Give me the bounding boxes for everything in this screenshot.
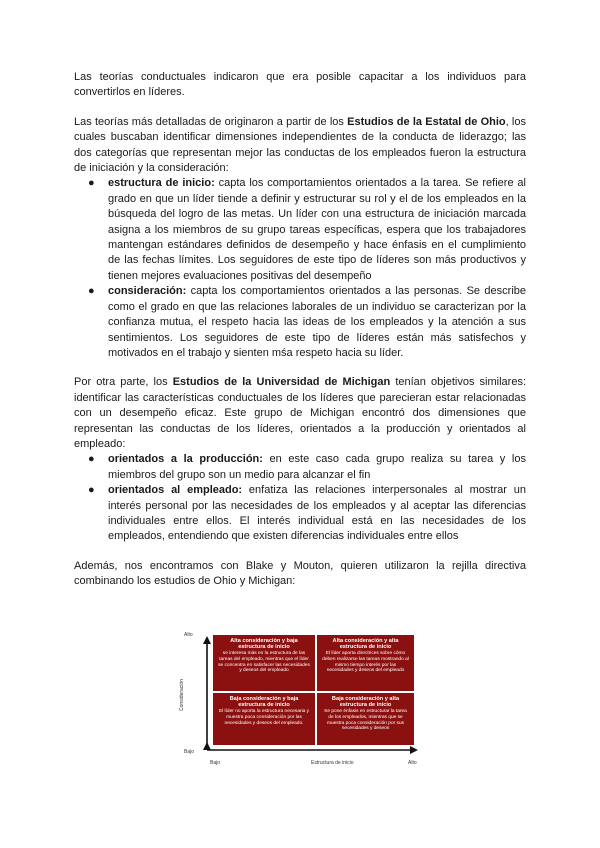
list-item [74, 284, 526, 361]
michigan-paragraph-post: tenían objetivos similares: identificar las características conductuales de los líderes que parecieran estar relacionadas con un desempeño eficaz. Este grupo de Michigan encontró dos dimensiones que representan las conductas de los líderes, orientados a la producción y orientados al empleado: [74, 376, 526, 450]
list-item [74, 176, 526, 284]
bullet-text: capta los comportamientos orientados a la tarea. Se refiere al grado en que un líder tiende a definir y estructurar su rol y el de los empleados en la búsqueda del logro de las metas. Un líder con una estructura de iniciación marcada asigna a los miembros de su grupo tareas específicas, espera que los trabajadores mantengan estándares definidos de desempeño y hace énfasis en el cumplimiento de las fechas límites. Los seguidores de este tipo de líderes son más productivos y tienen mejores evaluaciones positivas del desempeño [108, 177, 526, 282]
bullet-text: capta los comportamientos orientados a las personas. Se describe como el grado en que las relaciones laborales de un individuo se caracterizan por la confianza mutua, el respeto hacia las ideas de los empleados y la atención a sus sentimientos. Los seguidores de este tipo de líderes están más satisfechos y motivados en el trabajo y sienten mśa respeto hacia su líder. [108, 285, 526, 359]
bullet-text: enfatiza las relaciones interpersonales al mostrar un interés personal por las necesidades de los empleados y al aceptar las diferencias individuales entre ellos. El interés individual está en las necesidades de los empleados, entendiendo que existen diferencias individuales entre ellos [108, 484, 526, 543]
ohio-paragraph-pre: Las teorías más detalladas de originaron a partir de los [74, 115, 348, 128]
y-axis-title: Consideración [178, 678, 185, 711]
quadrant-low-consideration-high-structure [317, 693, 414, 745]
intro-paragraph: Las teorías conductuales indicaron que era posible capacitar a los individuos para convertirlos en líderes. [74, 71, 526, 99]
quadrant-body: Se pone énfasis en estructurar la tarea de los empleados, mientras que se muestra poca consideración por sus necesidades y deseos [324, 709, 407, 732]
michigan-paragraph [74, 375, 526, 452]
michigan-paragraph-pre: Por otra parte, los [74, 376, 173, 389]
bullet-icon: ● [88, 453, 95, 466]
ohio-paragraph-post: , los cuales buscaban identificar dimensiones independientes de la conducta de liderazgo; las dos categorías que representan mejor las conductas de los empleados fueron la estructura de iniciación y la consideración: [74, 115, 526, 175]
x-axis-low-label: Bajo [210, 759, 221, 766]
bullet-icon: ● [88, 177, 95, 190]
ohio-paragraph [74, 115, 526, 177]
quadrant-title: Alta consideración y baja estructura de inicio [230, 637, 298, 650]
michigan-bullet-list [74, 452, 526, 544]
list-item [74, 483, 526, 545]
managerial-grid-figure [180, 628, 420, 773]
quadrant-body: El líder aporta directrices sobre cómo deben realizarse las tareas mostrando al mismo tiempo interés por las necesidades y deseos del empleado [322, 651, 409, 674]
y-axis-low-label: Bajo [184, 748, 195, 755]
bullet-term: estructura de inicio: [108, 177, 215, 190]
quadrant-high-consideration-high-structure [317, 635, 414, 691]
quadrant-title: Baja consideración y baja estructura de inicio [229, 695, 299, 708]
quadrant-low-consideration-low-structure [213, 693, 315, 745]
quadrant-body: se interesa más en la estructura de las tareas del empleado, mientras que el líder se concentra en satisfacer las necesidades y deseos del empleado [218, 651, 310, 674]
bullet-term: orientados a la producción: [108, 453, 263, 466]
bullet-icon: ● [88, 484, 95, 497]
x-axis-high-label: Alto [408, 759, 417, 766]
list-item [74, 452, 526, 483]
ohio-bullet-list [74, 176, 526, 361]
x-axis-title: Estructura de inicio [311, 759, 354, 766]
bullet-term: consideración: [108, 285, 187, 298]
quadrant-title: Alta consideración y alta estructura de inicio [332, 637, 399, 650]
ohio-studies-term: Estudios de la Estatal de Ohio [347, 115, 506, 128]
quadrant-body: El líder no aporta la estructura necesaria y muestra poca consideración por las necesidades y deseos del empleado. [218, 709, 310, 726]
quadrant-title: Baja consideración y alta estructura de inicio [331, 695, 400, 708]
bullet-term: orientados al empleado: [108, 484, 243, 497]
michigan-studies-term: Estudios de la Universidad de Michigan [172, 376, 391, 389]
quadrant-high-consideration-low-structure [213, 635, 315, 691]
bullet-icon: ● [88, 285, 95, 298]
bullet-text: en este caso cada grupo realiza su tarea y los miembros del grupo son un medio para alcanzar el fin [108, 453, 526, 481]
y-axis-high-label: Alto [184, 631, 193, 638]
blake-mouton-paragraph: Además, nos encontramos con Blake y Mouton, quieren utilizaron la rejilla directiva combinando los estudios de Ohio y Michigan: [74, 559, 526, 588]
